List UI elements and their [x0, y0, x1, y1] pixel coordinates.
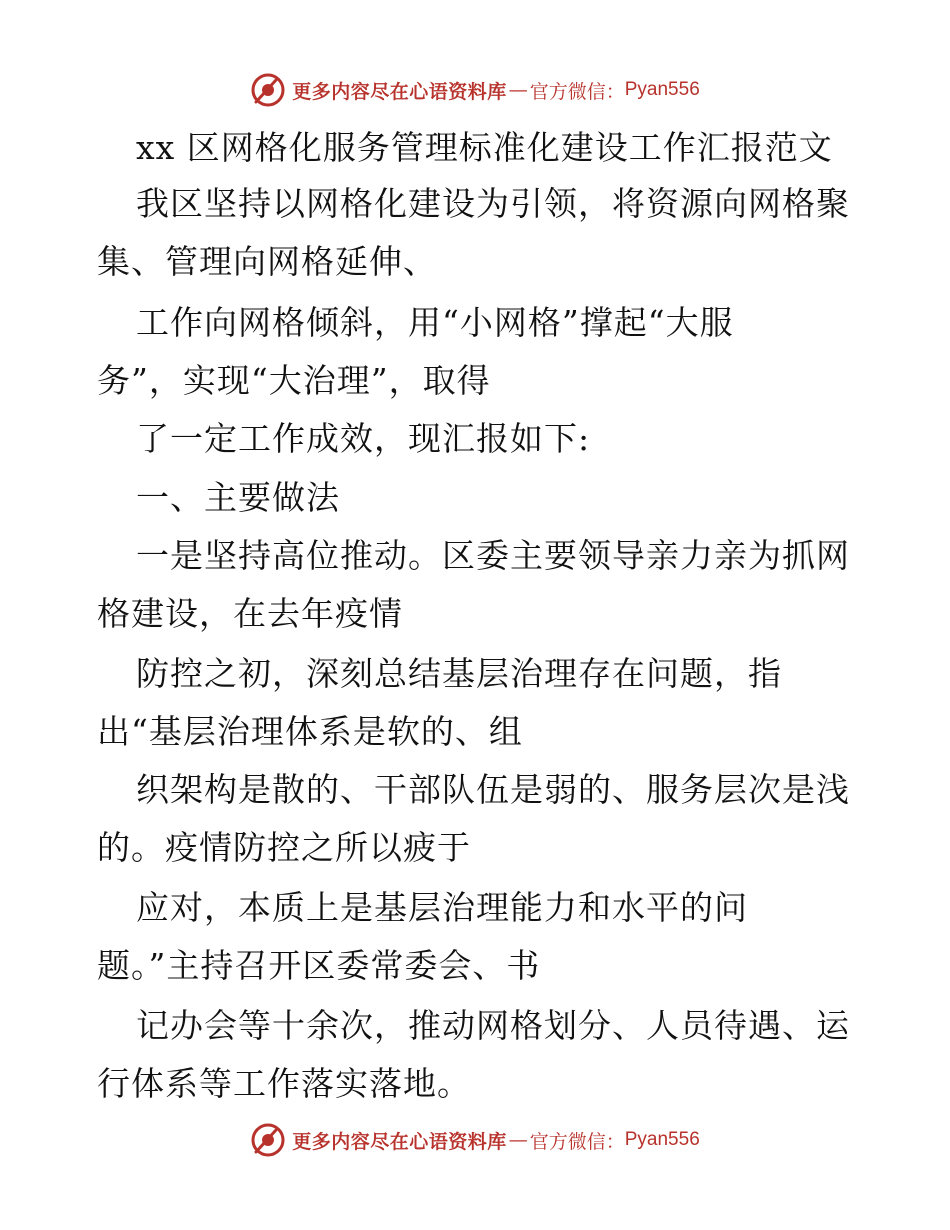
banner-title: 更多内容尽在心语资料库: [292, 80, 507, 103]
banner-dash: —: [508, 1129, 528, 1151]
text-line: 记办会等十余次，推动网格划分、人员待遇、运: [136, 1006, 850, 1045]
text-line: 集、管理向网格延伸、: [97, 242, 437, 281]
text-line: 行体系等工作落实落地。: [97, 1064, 471, 1103]
banner-dash: —: [508, 79, 528, 101]
banner-title: 更多内容尽在心语资料库: [292, 1130, 507, 1153]
section-heading: 一、主要做法: [136, 478, 340, 517]
text-line: 出“基层治理体系是软的、组: [97, 712, 523, 751]
logo-icon: [250, 72, 286, 108]
text-line: 的。疫情防控之所以疲于: [97, 828, 471, 867]
banner-wechat-id: Pyan556: [624, 79, 700, 100]
banner-label: 官方微信：: [529, 80, 625, 103]
text-line: 格建设，在去年疫情: [97, 594, 403, 633]
logo-icon: [250, 1122, 286, 1158]
header-banner: [0, 70, 950, 110]
text-line: 工作向网格倾斜，用“小网格”撑起“大服: [136, 303, 734, 342]
text-line: 务”，实现“大治理”，取得: [97, 361, 491, 400]
text-line: 应对，本质上是基层治理能力和水平的问: [136, 888, 748, 927]
banner-label: 官方微信：: [529, 1130, 625, 1153]
text-line: 一是坚持高位推动。区委主要领导亲力亲为抓网: [136, 536, 850, 575]
text-line: 防控之初，深刻总结基层治理存在问题，指: [136, 654, 782, 693]
text-line: 我区坚持以网格化建设为引领，将资源向网格聚: [136, 184, 850, 223]
text-line: 织架构是散的、干部队伍是弱的、服务层次是浅: [136, 770, 850, 809]
document-title: xx 区网格化服务管理标准化建设工作汇报范文: [136, 128, 833, 167]
text-line: 题。”主持召开区委常委会、书: [97, 946, 541, 985]
text-line: 了一定工作成效，现汇报如下:: [136, 419, 591, 458]
banner-wechat-id: Pyan556: [624, 1129, 700, 1150]
footer-banner: [0, 1120, 950, 1160]
